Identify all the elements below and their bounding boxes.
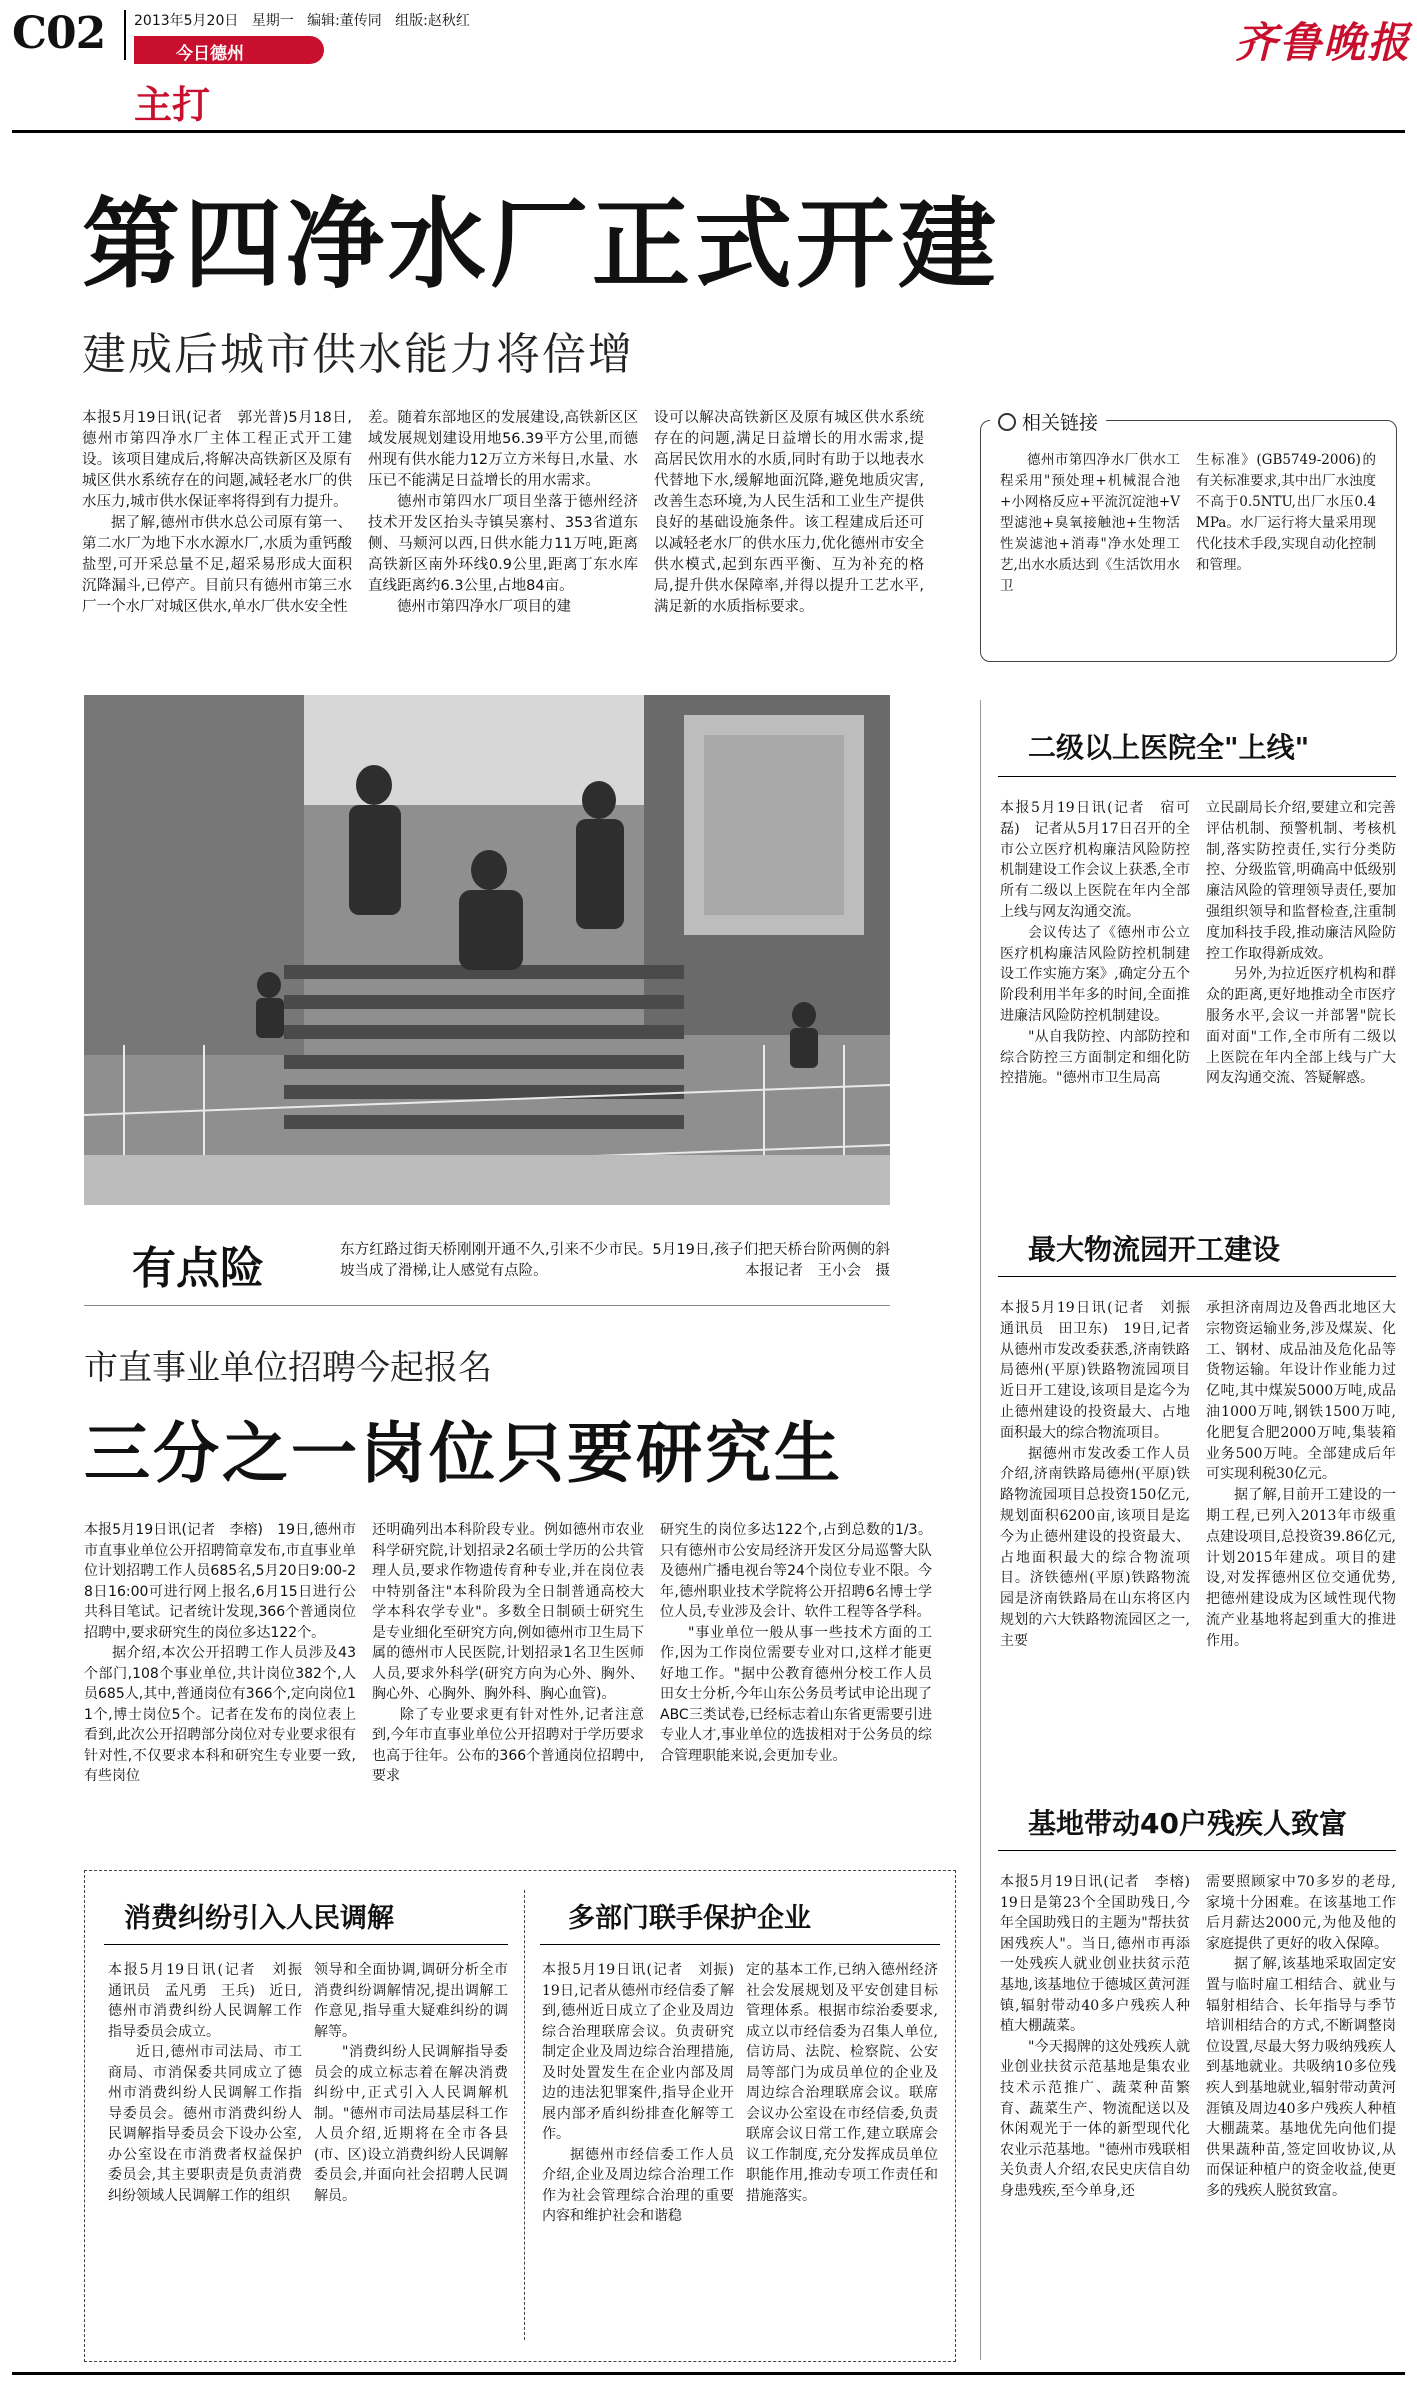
newspaper-logo: 齐鲁晚报	[1235, 18, 1412, 67]
news-photo	[84, 695, 890, 1205]
lead-para: 本报5月19日讯(记者 郭光普)5月18日,德州市第四净水厂主体工程正式开工建设。该项目建成后,将解决高铁新区及原有城区供水系统存在的问题,减轻老水厂的供水压力,城市供水保证率将得到有力提升。	[82, 410, 352, 510]
layout-editor-name: 组版:赵秋红	[395, 13, 470, 29]
hospital-para: 立民副局长介绍,要建立和完善评估机制、预警机制、考核机制,落实防控责任,实行分类防控、分级监管,明确高中低级别廉洁风险的管理领导责任,要加强组织领导和监督检查,注重制度加科技手段,推动廉洁风险防控工作取得新成效。	[1206, 800, 1396, 962]
link-icon	[998, 413, 1016, 431]
photo-caption-block	[340, 1240, 890, 1282]
logistics-headline: 最大物流园开工建设	[1028, 1233, 1281, 1266]
section-title: 主打	[134, 83, 211, 127]
lead-col-3	[654, 408, 924, 618]
consumer-rule	[104, 1944, 508, 1945]
news-photo-image	[84, 695, 890, 1205]
page-code: C02	[12, 8, 106, 59]
lead-col-2	[368, 408, 638, 618]
recruit-col-2	[372, 1520, 644, 1787]
related-link-col-2	[1196, 450, 1376, 576]
bottom-box-divider	[524, 1890, 525, 2340]
logistics-para: 承担济南周边及鲁西北地区大宗物资运输业务,涉及煤炭、化工、钢材、成品油及危化品等货物运输。年设计作业能力过亿吨,其中煤炭5000万吨,成品油1000万吨,钢铁1500万吨,化肥复合肥2000万吨,集装箱业务500万吨。全部建成后年可实现利税30亿元。	[1206, 1300, 1396, 1483]
section-tag-label: 今日德州	[176, 44, 244, 64]
logistics-para: 据了解,目前开工建设的一期工程,已列入2013年市级重点建设项目,总投资39.86亿元,计划2015年建成。项目的建设,对发挥德州区位交通优势,把德州建设成为区域性现代物流产业基地将起到重大的推进作用。	[1206, 1487, 1396, 1649]
photo-caption: 东方红路过街天桥刚刚开通不久,引来不少市民。5月19日,孩子们把天桥台阶两侧的斜坡当成了滑梯,让人感觉有点险。	[340, 1242, 890, 1279]
recruit-kicker: 市直事业单位招聘今起报名	[84, 1348, 492, 1388]
masthead-divider	[124, 10, 126, 60]
recruit-para: "事业单位一般从事一些技术方面的工作,因为工作岗位需要专业对口,这样才能更好地工作。"据中公教育德州分校工作人员田女士分析,今年山东公务员考试申论出现了ABC三类试卷,已经标志着山东省更需要引进专业人才,事业单位的选拔相对于公务员的综合管理职能来说,会更加专业。	[660, 1624, 932, 1764]
enterprise-para: 本报5月19日讯(记者 刘振) 19日,记者从德州市经信委了解到,德州近日成立了企业及周边综合治理联席会议。负责研究制定企业及周边综合治理措施,及时处置发生在企业内部及周边的违法犯罪案件,指导企业开展内部矛盾纠纷排查化解等工作。	[542, 1962, 748, 2142]
enterprise-col-1	[542, 1960, 748, 2227]
hospital-rule	[998, 776, 1396, 777]
recruit-col-3	[660, 1520, 932, 1766]
photo-story-title: 有点险	[132, 1243, 264, 1294]
issue-weekday: 星期一	[251, 13, 294, 29]
lead-para: 设可以解决高铁新区及原有城区供水系统存在的问题,满足日益增长的用水需求,提高居民饮用水的水质,同时有助于以地表水代替地下水,缓解地面沉降,避免地质灾害,改善生态环境,为人民生活和工业生产提供良好的基础设施条件。该工程建成后还可以减轻老水厂的供水压力,优化德州市安全供水模式,起到东西平衡、互为补充的格局,提升供水保障率,并得以提升工艺水平,满足新的水质指标要求。	[654, 410, 924, 615]
disabled-para: 需要照顾家中70多岁的老母,家境十分困难。在该基地工作后月薪达2000元,为他及他的家庭提供了更好的收入保障。	[1206, 1874, 1396, 1952]
disabled-col-2	[1206, 1872, 1396, 2202]
lead-para: 差。随着东部地区的发展建设,高铁新区区域发展规划建设用地56.39平方公里,而德州现有供水能力12万立方米每日,水量、水压已不能满足日益增长的用水需求。	[368, 410, 638, 489]
lead-para: 德州市第四水厂项目坐落于德州经济技术开发区抬头寺镇吴寨村、353省道东侧、马颊河以西,日供水能力11万吨,距离高铁新区南外环线0.9公里,距离丁东水库直线距离约6.3公里,占地84亩。	[368, 494, 638, 594]
recruit-para: 还明确列出本科阶段专业。例如德州市农业科学研究院,计划招录2名硕士学历的公共管理人员,要求作物遗传育种专业,并在岗位表中特别备注"本科阶段为全日制普通高校大学本科农学专业"。多数全日制硕士研究生是专业细化至研究方向,例如德州市卫生局下属的德州市人民医院,计划招录1名卫生医师人员,要求外科学(研究方向为心外、胸外、胸心外、心胸外、胸外科、胸心血管)。	[372, 1522, 644, 1702]
logistics-rule	[998, 1276, 1396, 1277]
related-link-text: 德州市第四净水厂供水工程采用"预处理+机械混合池+小网格反应+平流沉淀池+V型滤池+臭氧接触池+生物活性炭滤池+消毒"净水处理工艺,出水水质达到《生活饮用水卫	[1000, 452, 1180, 594]
recruit-para: 研究生的岗位多达122个,占到总数的1/3。只有德州市公安局经济开发区分局巡警大队及德州广播电视台等24个岗位专业不限。今年,德州职业技术学院将公开招聘6名博士学位人员,专业涉及会计、软件工程等各学科。	[660, 1522, 932, 1620]
logistics-col-1	[1000, 1298, 1204, 1652]
recruit-para: 除了专业要求更有针对性外,记者注意到,今年市直事业单位公开招聘对于学历要求也高于往年。公布的366个普通岗位招聘中,要求	[372, 1706, 644, 1784]
hospital-para: 会议传达了《德州市公立医疗机构廉洁风险防控机制建设工作实施方案》,确定分五个阶段利用半年多的时间,全面推进廉洁风险防控机制建设。	[1000, 924, 1190, 1024]
enterprise-headline: 多部门联手保护企业	[568, 1903, 811, 1934]
photo-credit: 本报记者 王小会 摄	[745, 1263, 890, 1279]
page-bottom-rule	[12, 2372, 1405, 2375]
consumer-para: "消费纠纷人民调解指导委员会的成立标志着在解决消费纠纷中,正式引入人民调解机制。"德州市司法局基层科工作人员介绍,近期将在全市各县(市、区)设立消费纠纷人民调解委员会,并面向社会招聘人民调解员。	[314, 2044, 508, 2204]
issue-date: 2013年5月20日	[134, 13, 239, 29]
masthead-info	[134, 10, 470, 30]
right-column-divider	[980, 700, 981, 2360]
hospital-col-1	[1000, 798, 1190, 1089]
enterprise-rule	[540, 1944, 940, 1945]
photo-rule	[84, 1305, 890, 1306]
consumer-headline: 消费纠纷引入人民调解	[124, 1903, 394, 1934]
lead-subheadline: 建成后城市供水能力将倍增	[82, 329, 634, 380]
hospital-para: 另外,为拉近医疗机构和群众的距离,更好地推动全市医疗服务水平,会议一并部署"院长面对面"工作,全市所有二级以上医院在年内全部上线与广大网友沟通交流、答疑解惑。	[1206, 966, 1396, 1087]
recruit-para: 据介绍,本次公开招聘工作人员涉及43个部门,108个事业单位,共计岗位382个,人员685人,其中,普通岗位有366个,定向岗位11个,博士岗位5个。记者在发布的岗位表上看到,此次公开招聘部分岗位对专业要求很有针对性,不仅要求本科和研究生专业要一致,有些岗位	[84, 1645, 356, 1784]
consumer-col-2	[314, 1960, 508, 2206]
enterprise-para: 定的基本工作,已纳入德州经济社会发展规划及平安创建目标管理体系。根据市综治委要求,成立以市经信委为召集人单位,信访局、法院、检察院、公安局等部门为成员单位的企业及周边综合治理联席会议。联席会议办公室设在市经信委,负责联席会议日常工作,建立联席会议工作制度,充分发挥成员单位职能作用,推动专项工作责任和措施落实。	[746, 1962, 938, 2204]
lead-headline: 第四净水厂正式开建	[82, 188, 1001, 302]
disabled-para: 据了解,该基地采取固定安置与临时雇工相结合、就业与辐射相结合、长年指导与季节培训相结合的方式,不断调整岗位设置,尽最大努力吸纳残疾人到基地就业。共吸纳10多位残疾人到基地就业,辐射带动黄河涯镇及周边40多户残疾人种植大棚蔬菜。基地优先向他们提供果蔬种苗,签定回收协议,从而保证种植户的资金收益,使更多的残疾人脱贫致富。	[1206, 1956, 1396, 2199]
logistics-para: 本报5月19日讯(记者 刘振 通讯员 田卫东) 19日,记者从德州市发改委获悉,济南铁路局德州(平原)铁路物流园项目近日开工建设,该项目是迄今为止德州建设的投资最大、占地面积最大的综合物流项目。	[1000, 1300, 1204, 1441]
consumer-col-1	[108, 1960, 316, 2206]
related-link-label: 相关链接	[1022, 412, 1099, 434]
consumer-para: 领导和全面协调,调研分析全市消费纠纷调解情况,提出调解工作意见,指导重大疑难纠纷的调解等。	[314, 1962, 508, 2040]
consumer-para: 近日,德州市司法局、市工商局、市消保委共同成立了德州市消费纠纷人民调解工作指导委员会。德州市消费纠纷人民调解指导委员会下设办公室,办公室设在市消费者权益保护委员会,其主要职责是负责消费纠纷领域人民调解工作的组织	[108, 2044, 302, 2204]
disabled-para: 本报5月19日讯(记者 李榕) 19日是第23个全国助残日,今年全国助残日的主题为"帮扶贫困残疾人"。当日,德州市再添一处残疾人就业创业扶贫示范基地,该基地位于德城区黄河涯镇,辐射带动40多户残疾人种植大棚蔬菜。	[1000, 1874, 1204, 2035]
related-link-text: 生标准》(GB5749-2006)的有关标准要求,其中出厂水浊度不高于0.5NTU,出厂水压0.4MPa。水厂运行将大量采用现代化技术手段,实现自动化控制和管理。	[1196, 452, 1376, 573]
disabled-rule	[998, 1850, 1396, 1851]
recruit-para: 本报5月19日讯(记者 李榕) 19日,德州市市直事业单位公开招聘简章发布,市直事业单位计划招聘工作人员685名,5月20日9:00-28日16:00可进行网上报名,6月15日进行公共科目笔试。记者统计发现,366个普通岗位招聘中,要求研究生的岗位多达122个。	[84, 1522, 356, 1641]
disabled-headline: 基地带动40户残疾人致富	[1028, 1807, 1347, 1840]
recruit-headline: 三分之一岗位只要研究生	[84, 1415, 843, 1492]
recruit-col-1	[84, 1520, 356, 1787]
related-link-title	[990, 408, 1106, 435]
hospital-para: 本报5月19日讯(记者 宿可磊) 记者从5月17日召开的全市公立医疗机构廉洁风险防控机制建设工作会议上获悉,全市所有二级以上医院在年内全部上线与网友沟通交流。	[1000, 800, 1190, 920]
hospital-headline: 二级以上医院全"上线"	[1028, 731, 1310, 764]
hospital-col-2	[1206, 798, 1396, 1089]
logistics-para: 据德州市发改委工作人员介绍,济南铁路局德州(平原)铁路物流园项目总投资150亿元,规划面积6200亩,该项目是迄今为止德州建设的投资最大、占地面积最大的综合物流项目。济铁德州(平原)铁路物流园是济南铁路局在山东将区内规划的六大铁路物流园区之一,主要	[1000, 1445, 1190, 1649]
lead-para: 据了解,德州市供水总公司原有第一、第二水厂为地下水水源水厂,水质为重钙酸盐型,可开采总量不足,超采易形成大面积沉降漏斗,已停产。目前只有德州市第三水厂一个水厂对城区供水,单水厂供水安全性	[82, 515, 352, 615]
disabled-col-1	[1000, 1872, 1204, 2202]
lead-col-1	[82, 408, 352, 618]
enterprise-para: 据德州市经信委工作人员介绍,企业及周边综合治理工作作为社会管理综合治理的重要内容和维护社会和谐稳	[542, 2146, 734, 2224]
disabled-para: "今天揭牌的这处残疾人就业创业扶贫示范基地是集农业技术示范推广、蔬菜种苗繁育、蔬菜生产、物流配送以及休闲观光于一体的新型现代化农业示范基地。"德州市残联相关负责人介绍,农民史庆信自幼身患残疾,至今单身,还	[1000, 2038, 1190, 2199]
consumer-para: 本报5月19日讯(记者 刘振 通讯员 孟凡勇 王兵) 近日,德州市消费纠纷人民调解工作指导委员会成立。	[108, 1962, 316, 2040]
masthead-rule	[12, 130, 1405, 133]
enterprise-col-2	[746, 1960, 938, 2206]
lead-para: 德州市第四净水厂项目的建	[397, 599, 571, 615]
hospital-para: "从自我防控、内部防控和综合防控三方面制定和细化防控措施。"德州市卫生局高	[1000, 1028, 1190, 1087]
related-link-col-1	[1000, 450, 1180, 597]
logistics-col-2	[1206, 1298, 1396, 1652]
editor-name: 编辑:董传同	[307, 13, 382, 29]
